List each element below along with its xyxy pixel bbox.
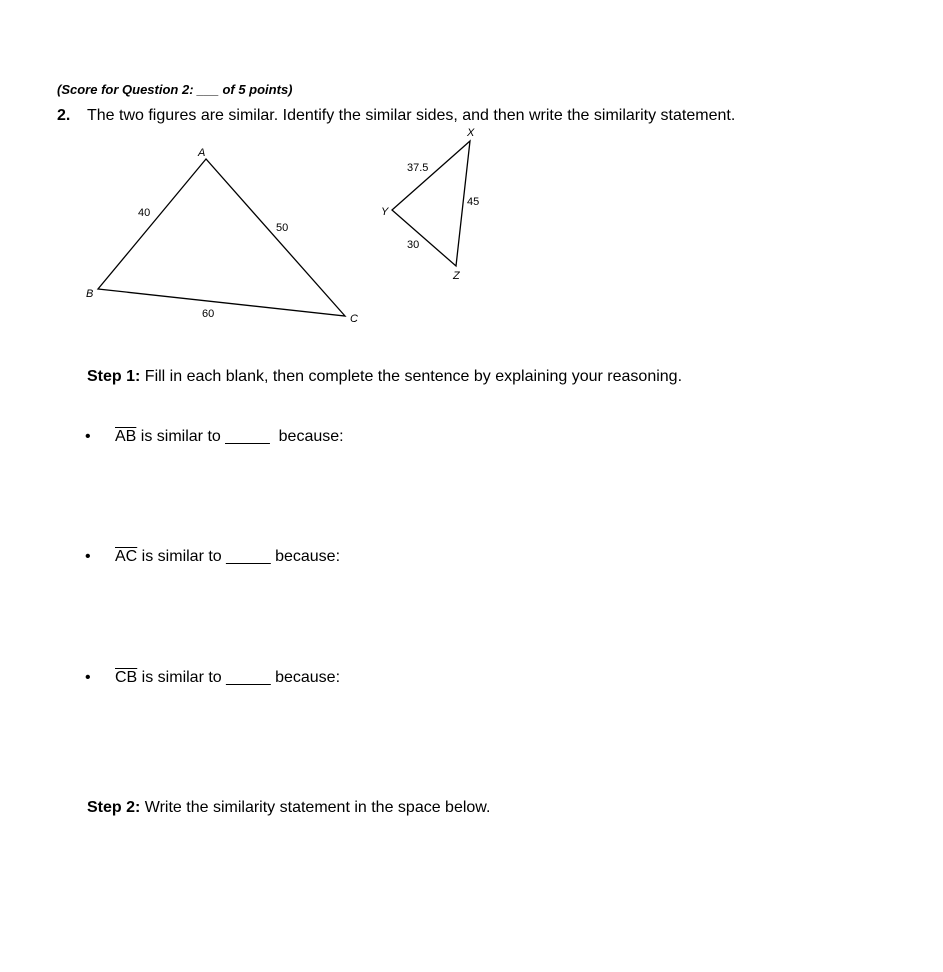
side-xy-label: 37.5 [407,162,429,174]
score-suffix: of 5 points) [218,82,293,97]
triangle-figures [0,0,943,340]
item-ab-middle: is similar to [136,428,226,445]
side-yz-label: 30 [407,239,420,251]
bullet-icon: • [85,548,91,565]
step1-text: Fill in each blank, then complete the sentence by explaining your reasoning. [140,368,683,385]
vertex-x-label: X [467,127,475,139]
bullet-icon: • [85,428,91,445]
segment-ac: $\overline{AC}$ [115,548,138,565]
side-bc-label: 60 [202,308,215,320]
item-ac-middle: is similar to [137,548,227,565]
question-text: The two figures are similar. Identify the similar sides, and then write the similarity statement. [87,107,736,124]
list-item-ab [85,428,344,446]
side-ab-label: 40 [138,207,151,219]
question-number: 2. [57,107,71,124]
answer-blank-cb[interactable]: _____ [226,669,271,686]
triangle-xyz [392,141,470,266]
side-xz-label: 45 [467,196,480,208]
vertex-z-label: Z [453,270,460,282]
vertex-c-label: C [350,313,358,325]
vertex-b-label: B [86,288,94,300]
step2-instruction [87,799,490,817]
segment-cb: $\overline{CB}$ [115,669,138,686]
step1-label: Step 1: [87,368,141,385]
list-item-cb [85,669,340,687]
answer-blank-ab[interactable]: _____ [225,428,270,445]
vertex-y-label: Y [381,206,389,218]
item-cb-middle: is similar to [137,669,227,686]
answer-blank-ac[interactable]: _____ [226,548,271,565]
list-item-ac [85,548,340,566]
step2-label: Step 2: [87,799,141,816]
step2-text: Write the similarity statement in the space below. [140,799,491,816]
score-blank[interactable]: ___ [197,82,219,97]
score-prefix: (Score for Question 2: [57,82,198,97]
item-cb-end: because: [270,669,341,686]
item-ac-end: because: [270,548,341,565]
item-ab-end: because: [269,428,344,445]
side-ac-label: 50 [276,222,289,234]
step1-instruction [87,368,682,386]
bullet-icon: • [85,669,91,686]
vertex-a-label: A [198,147,206,159]
segment-ab: $\overline{AB}$ [115,428,137,445]
triangle-abc [98,159,345,316]
